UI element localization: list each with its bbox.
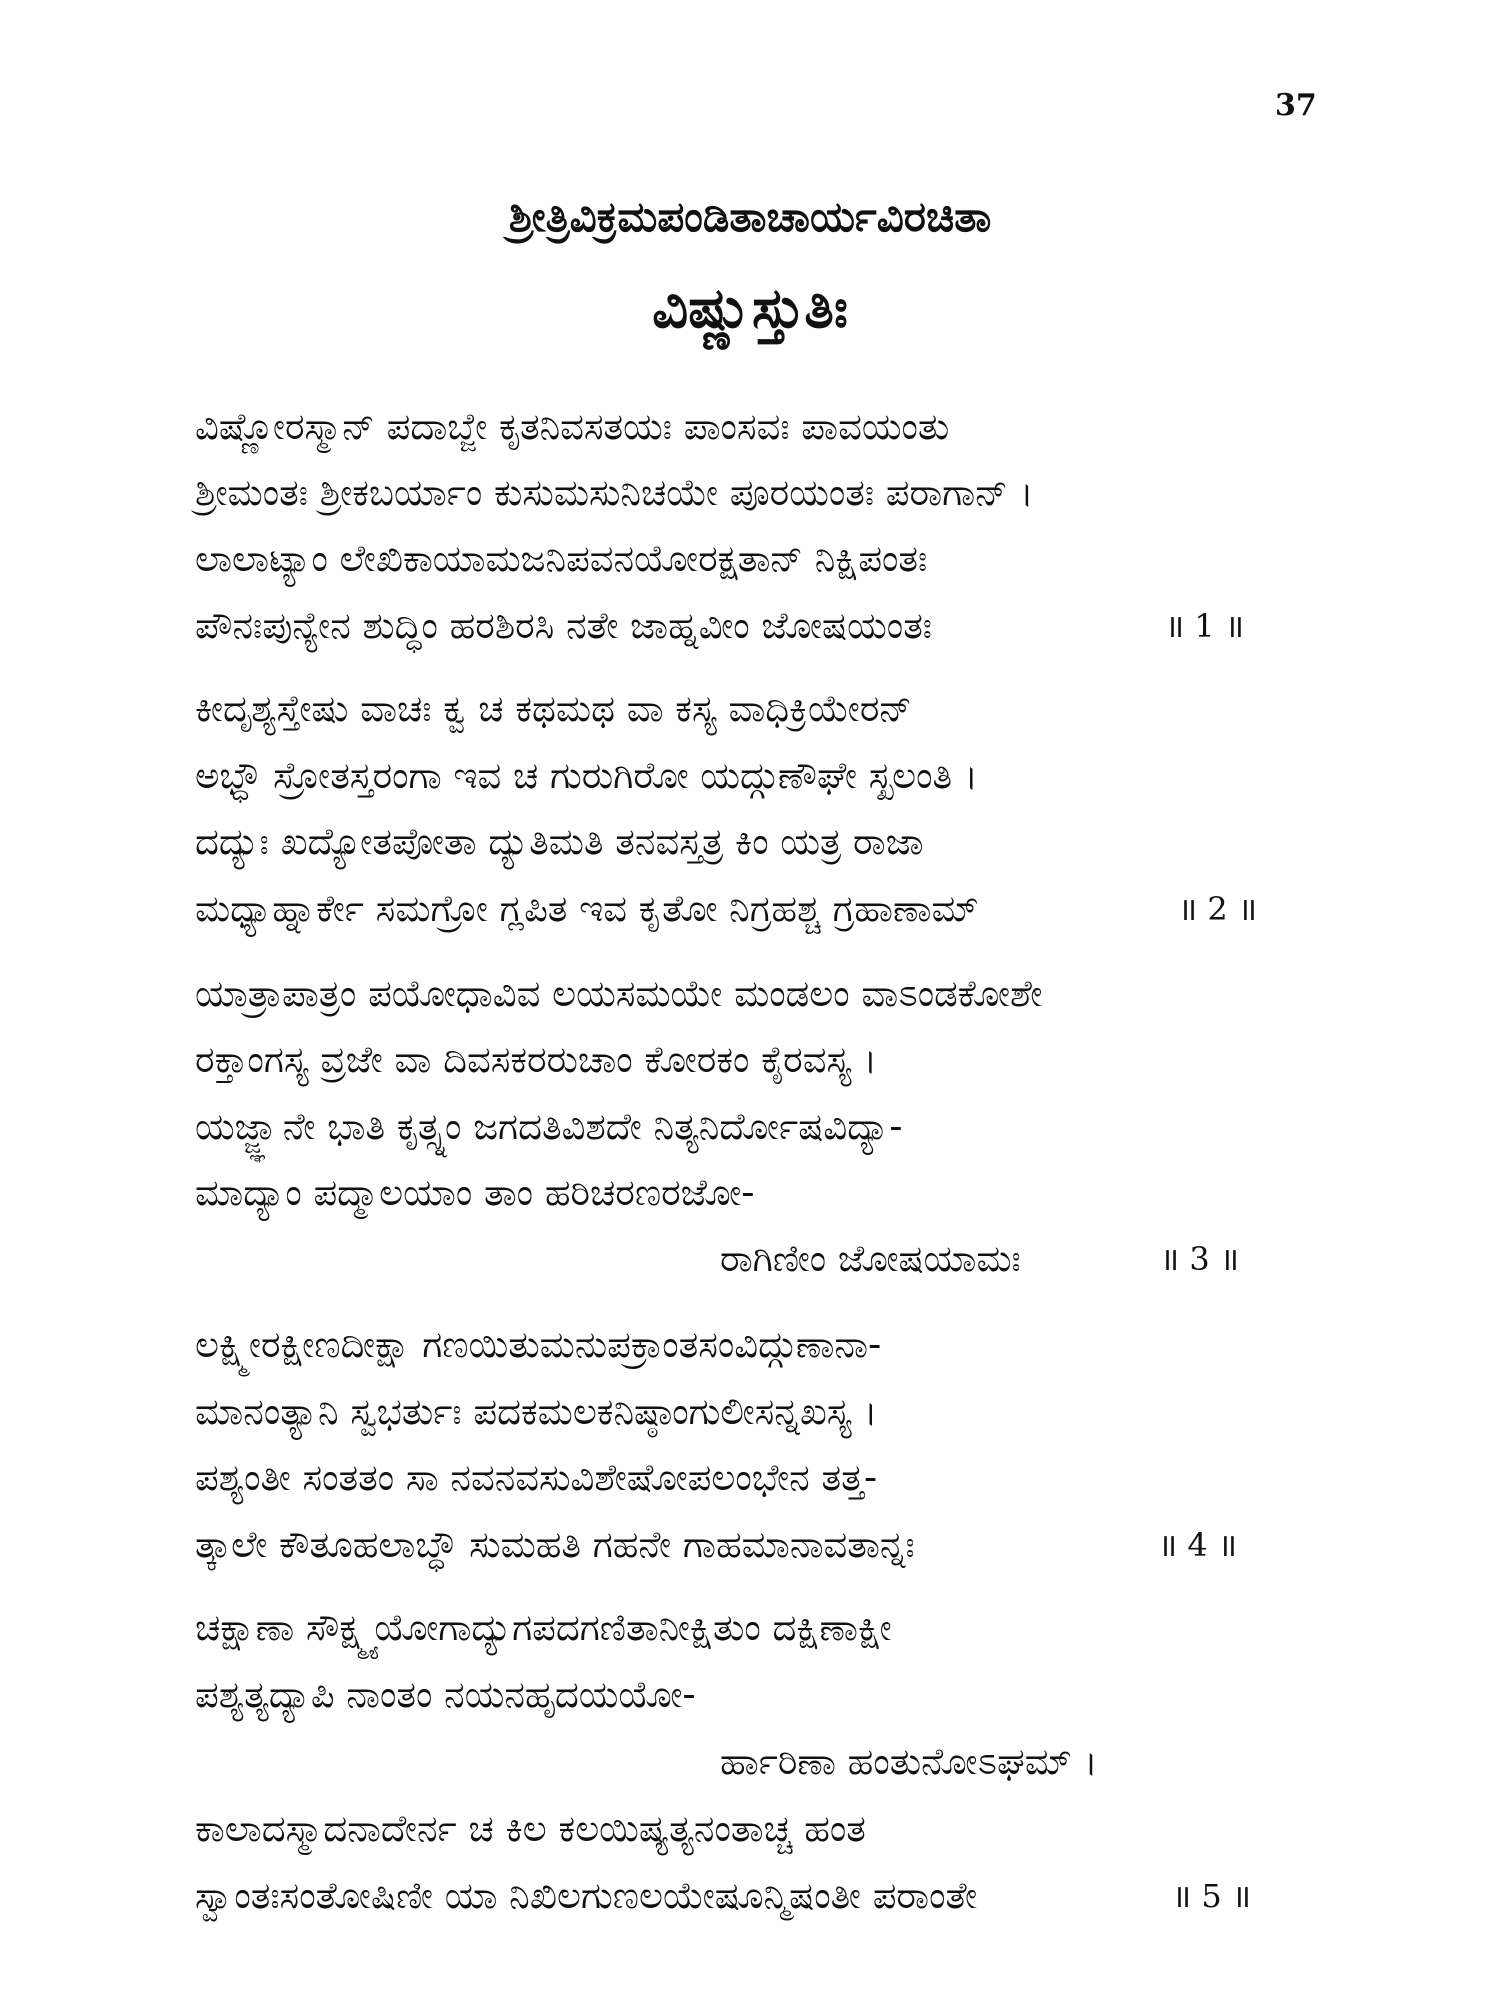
verse-line: ರ್ಹಾರಿಣಾ ಹಂತುನೋಽಘಮ್ ।: [720, 1740, 1098, 1783]
verse-number: ॥ 1 ॥: [1165, 607, 1245, 645]
page-number: 37: [1275, 88, 1317, 123]
verse-line: ಚಕ್ಷಾಣಾ ಸೌಕ್ಷ್ಮ್ಯಯೋಗಾದ್ಯುಗಪದಗಣಿತಾನೀಕ್ಷಿತುಂ ದಕ್ಷಿಣಾಕ್ಷೀ: [195, 1606, 892, 1649]
verse-line: ಪಶ್ಯತ್ಯದ್ಯಾಪಿ ನಾಂತಂ ನಯನಹೃದಯಯೋ-: [195, 1673, 696, 1716]
page-subtitle: ಶ್ರೀತ್ರಿವಿಕ್ರಮಪಂಡಿತಾಚಾರ್ಯವಿರಚಿತಾ: [508, 192, 992, 241]
verse-line: ರಾಗಿಣೀಂ ಜೋಷಯಾಮಃ: [720, 1237, 1021, 1280]
verse-line: ಪಶ್ಯಂತೀ ಸಂತತಂ ಸಾ ನವನವಸುವಿಶೇಷೋಪಲಂಭೇನ ತತ್ತ-: [195, 1456, 878, 1499]
verse-line: ಕೀದೃಶ್ಯಸ್ತೇಷು ವಾಚಃ ಕ್ವ ಚ ಕಥಮಥ ವಾ ಕಸ್ಯ ವಾಧಿಕ್ರಿಯೇರನ್: [195, 687, 912, 730]
verse-line: ಯಾತ್ರಾಪಾತ್ರಂ ಪಯೋಧಾವಿವ ಲಯಸಮಯೇ ಮಂಡಲಂ ವಾಽಂಡಕೋಶೇ: [195, 972, 1043, 1015]
verse-line: ಅಭ್ಧೌ ಸ್ರೋತಸ್ತರಂಗಾ ಇವ ಚ ಗುರುಗಿರೋ ಯದ್ಗುಣೌಘೇ ಸ್ಖಲಂತಿ ।: [195, 754, 978, 797]
verse-line: ಶ್ರೀಮಂತಃ ಶ್ರೀಕಬರ್ಯಾಂ ಕುಸುಮಸುನಿಚಯೇ ಪೂರಯಂತಃ ಪರಾಗಾನ್ ।: [195, 471, 1034, 514]
verse-line: ಮಾದ್ಯಾಂ ಪದ್ಮಾಲಯಾಂ ತಾಂ ಹರಿಚರಣರಜೋ-: [195, 1171, 755, 1214]
verse-number: ॥ 2 ॥: [1178, 890, 1258, 928]
verse-line: ವಿಷ್ಣೋರಸ್ಮಾನ್ ಪದಾಬ್ಜೇ ಕೃತನಿವಸತಯಃ ಪಾಂಸವಃ ಪಾವಯಂತು: [195, 405, 950, 448]
verse-line: ರಕ್ತಾಂಗಸ್ಯ ವ್ರಜೇ ವಾ ದಿವಸಕರರುಚಾಂ ಕೋರಕಂ ಕೈರವಸ್ಯ ।: [195, 1038, 878, 1081]
verse-line: ದದ್ಯುಃ ಖದ್ಯೋತಪೋತಾ ದ್ಯುತಿಮತಿ ತನವಸ್ತತ್ರ ಕಿಂ ಯತ್ರ ರಾಜಾ: [195, 820, 924, 863]
verse-number: ॥ 3 ॥: [1160, 1240, 1240, 1278]
verse-line: ತ್ಕಾಲೇ ಕೌತೂಹಲಾಬ್ಧೌ ಸುಮಹತಿ ಗಹನೇ ಗಾಹಮಾನಾವತಾನ್ನಃ: [195, 1523, 915, 1566]
verse-line: ಸ್ವಾಂತಃಸಂತೋಷಿಣೀ ಯಾ ನಿಖಿಲಗುಣಲಯೇಷೂನ್ಮಿಷಂತೀ ಪರಾಂತೇ: [195, 1874, 978, 1917]
verse-line: ಲಾಲಾಟ್ಯಾಂ ಲೇಖಿಕಾಯಾಮಜನಿಪವನಯೋರಕ್ಷತಾನ್ ನಿಕ್ಷಿಪಂತಃ: [195, 537, 928, 580]
verse-line: ಯಜ್ಜ್ಞಾನೇ ಭಾತಿ ಕೃತ್ಸ್ನಂ ಜಗದತಿವಿಶದೇ ನಿತ್ಯನಿರ್ದೋಷವಿದ್ಯಾ-: [195, 1105, 903, 1148]
verse-line: ಕಾಲಾದಸ್ಮಾದನಾದೇರ್ನ ಚ ಕಿಲ ಕಲಯಿಷ್ಯತ್ಯನಂತಾಚ್ಚ ಹಂತ: [195, 1807, 866, 1850]
verse-line: ಪೌನಃಪುನ್ಯೇನ ಶುದ್ಧಿಂ ಹರಶಿರಸಿ ನತೇ ಜಾಹ್ನವೀಂ ಜೋಷಯಂತಃ: [195, 604, 933, 647]
page-title: ವಿಷ್ಣುಸ್ತುತಿಃ: [652, 276, 848, 341]
verse-number: ॥ 5 ॥: [1172, 1877, 1252, 1915]
verse-line: ಲಕ್ಷ್ಮೀರಕ್ಷೀಣದೀಕ್ಷಾ ಗಣಯಿತುಮನುಪಕ್ರಾಂತಸಂವಿದ್ಗುಣಾನಾ-: [195, 1323, 882, 1366]
verse-number: ॥ 4 ॥: [1158, 1526, 1238, 1564]
verse-line: ಮಾನಂತ್ಯಾನಿ ಸ್ವಭರ್ತುಃ ಪದಕಮಲಕನಿಷ್ಠಾಂಗುಲೀಸನ್ನಖಸ್ಯ ।: [195, 1390, 878, 1433]
verse-line: ಮಧ್ಯಾಹ್ನಾರ್ಕೇ ಸಮಗ್ರೋ ಗ್ಲಪಿತ ಇವ ಕೃತೋ ನಿಗ್ರಹಶ್ಚ ಗ್ರಹಾಣಾಮ್: [195, 887, 979, 930]
